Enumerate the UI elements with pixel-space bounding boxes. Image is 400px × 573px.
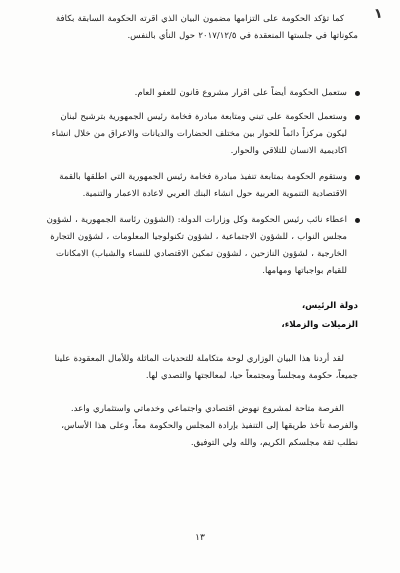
list-item-text: وستعمل الحكومة على تبني ومتابعة مبادرة فخامة رئيس الجمهورية بترشيح لبنان ليكون مركزاً دائماً للحوار بين مختلف الحضارات والديانات والاعراق من خلال انشاء اكاديمية الانسان للتلاقي والحوار. — [51, 112, 347, 156]
page-number: ١٣ — [195, 533, 205, 543]
corner-mark: ١ — [372, 5, 384, 23]
list-item-text: وستقوم الحكومة بمتابعة تنفيذ مبادرة فخامة رئيس الجمهورية التي اطلقها بالقمة الاقتصادية التنموية العربية حول انشاء البنك العربي لاعادة الاعمار والتنمية. — [59, 172, 347, 199]
list-item — [42, 169, 360, 203]
body-paragraph: لقد أردنا هذا البيان الوزاري لوحة متكاملة للتحديات الماثلة وللأمال المعقودة علينا جميعاً، حكومة ومجلساً ومجتمعاً حيا، لمعالجتها والتصدي لها. — [54, 354, 358, 381]
bullet-dot — [355, 91, 360, 96]
list-item — [42, 212, 360, 280]
bullet-dot — [355, 175, 360, 180]
bullet-dot — [355, 115, 360, 120]
salutation-heading: دولة الرئيس، — [301, 301, 358, 311]
intro-paragraph: كما تؤكد الحكومة على التزامها مضمون البيان الذي اقرته الحكومة السابقة بكافة مكوناتها في جلستها المنعقدة في ٢٠١٧/١٢/٥ حول النأي بالنفس. — [55, 14, 358, 41]
list-item-text: اعطاء نائب رئيس الحكومة وكل وزارات الدولة: (الشؤون رئاسة الجمهورية ، لشؤون مجلس النواب ، للشؤون الاجتماعية ، لشؤون تكنولوجيا المعلومات ، لشؤون التجارة الخارجية ، لشؤون النازحين ، لشؤون تمكين الاقتصادي للنساء والشباب) الامكانات للقيام بواجباتها ومهامها. — [46, 215, 347, 276]
closing-paragraph: الفرصة متاحة لمشروع نهوض اقتصادي واجتماعي وخدماتي واستثماري واعد. والفرصة تأخذ طريقها إلى التنفيذ بإرادة المجلس والحكومة معاً، وعلى هذا الأساس، نطلب ثقة مجلسكم الكريم، والله ولي التوفيق. — [61, 404, 358, 448]
salutation-subheading: الزميلات والزملاء، — [281, 320, 358, 330]
bullet-dot — [355, 218, 360, 223]
list-item-text: ستعمل الحكومة أيضاً على اقرار مشروع قانون للعفو العام. — [134, 88, 347, 98]
list-item — [42, 85, 360, 102]
list-item — [42, 109, 360, 160]
